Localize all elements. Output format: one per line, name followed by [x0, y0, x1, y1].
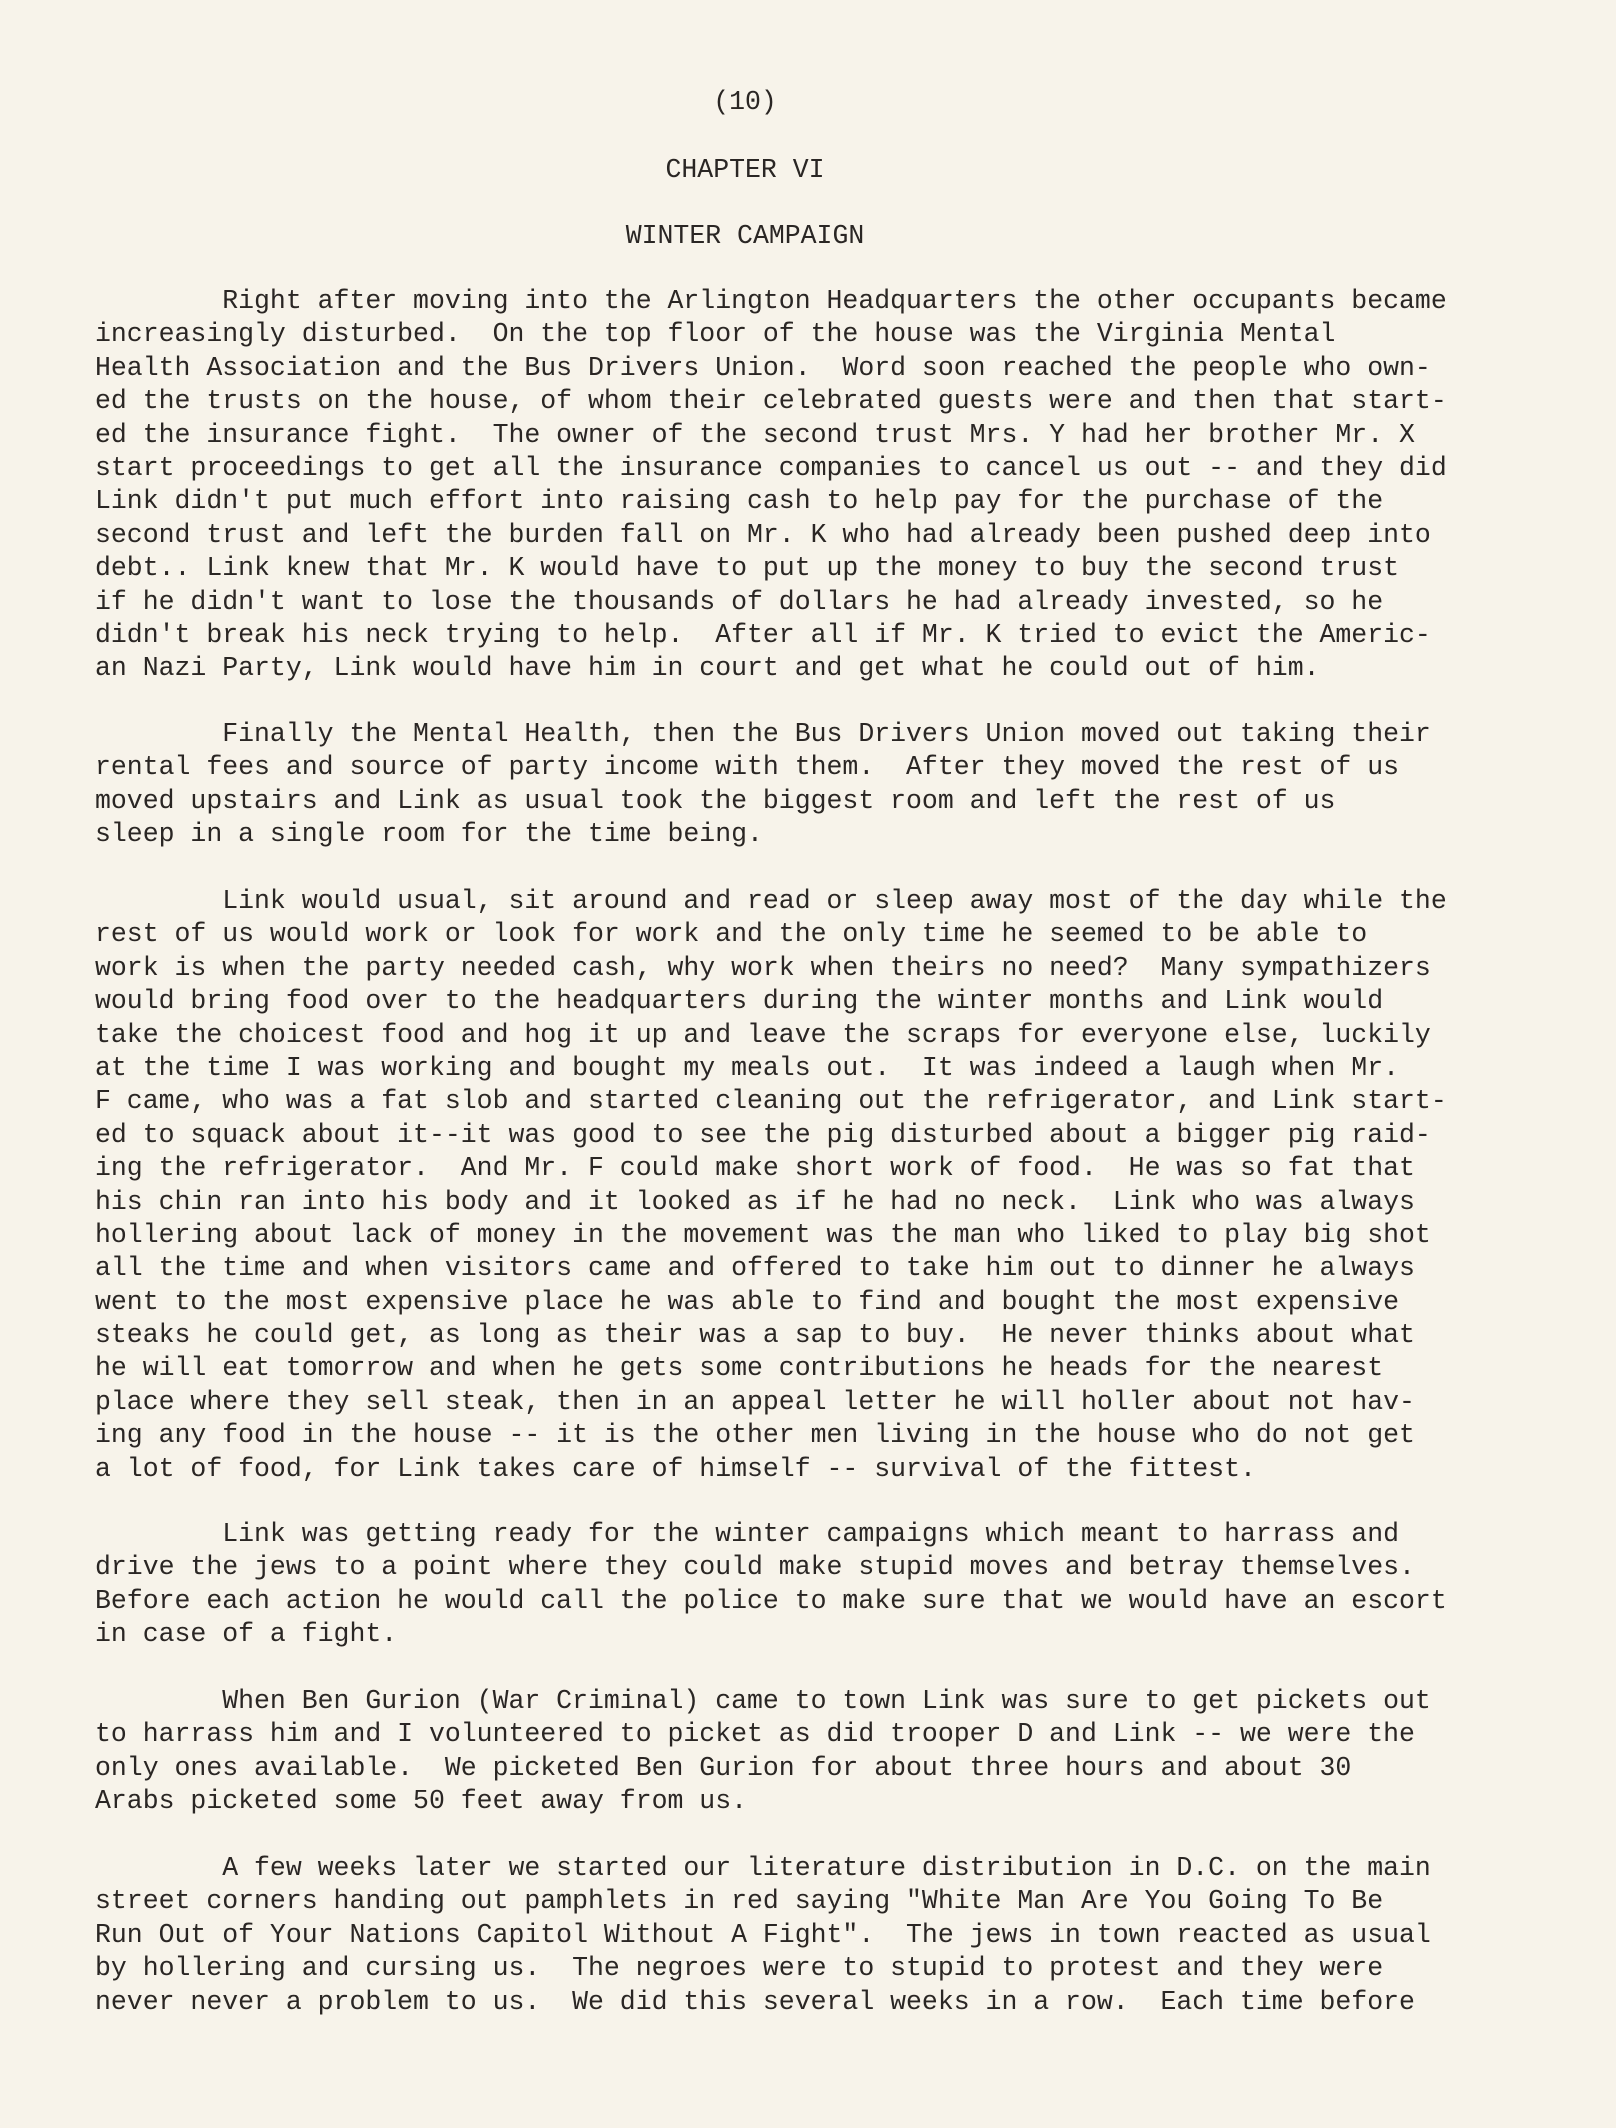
paragraph-daily-life — [95, 885, 1545, 1486]
text-line: at the time I was working and bought my meals out. It was indeed a laugh when Mr. — [95, 1052, 1400, 1083]
text-line: if he didn't want to lose the thousands of dollars he had already invested, so he — [95, 586, 1384, 617]
text-line: start proceedings to get all the insurance companies to cancel us out -- and they did — [95, 452, 1447, 483]
text-line: he will eat tomorrow and when he gets some contributions he heads for the nearest — [95, 1353, 1384, 1384]
text-line: ing any food in the house -- it is the other men living in the house who do not get — [95, 1420, 1415, 1451]
text-line: Health Association and the Bus Drivers Union. Word soon reached the people who own- — [95, 352, 1431, 383]
paragraph-picketing — [95, 1685, 1545, 1819]
text-line: went to the most expensive place he was able to find and bought the most expensive — [95, 1286, 1400, 1317]
text-line: an Nazi Party, Link would have him in court and get what he could out of him. — [95, 653, 1320, 684]
text-line: take the choicest food and hog it up and leave the scraps for everyone else, luckily — [95, 1019, 1431, 1050]
text-line: street corners handing out pamphlets in red saying "White Man Are You Going To Be — [95, 1886, 1384, 1917]
text-line: work is when the party needed cash, why work when theirs no need? Many sympathizers — [95, 952, 1431, 983]
text-line: debt.. Link knew that Mr. K would have to put up the money to buy the second trust — [95, 553, 1400, 584]
text-line: never never a problem to us. We did this several weeks in a row. Each time before — [95, 1986, 1415, 2017]
text-line: Link was getting ready for the winter campaigns which meant to harrass and — [95, 1519, 1400, 1549]
text-line: place where they sell steak, then in an appeal letter he will holler about not hav- — [95, 1386, 1415, 1417]
text-line: When Ben Gurion (War Criminal) came to town Link was sure to get pickets out — [95, 1686, 1431, 1716]
text-line: F came, who was a fat slob and started cleaning out the refrigerator, and Link start- — [95, 1086, 1447, 1117]
text-line: ed the trusts on the house, of whom their celebrated guests were and then that start- — [95, 386, 1447, 417]
page-number: (10) — [713, 87, 777, 117]
text-line: drive the jews to a point where they could make stupid moves and betray themselves. — [95, 1552, 1415, 1583]
text-line: rental fees and source of party income with them. After they moved the rest of us — [95, 752, 1400, 783]
text-line: Finally the Mental Health, then the Bus Drivers Union moved out taking their — [95, 719, 1431, 749]
text-line: Link would usual, sit around and read or sleep away most of the day while the — [95, 886, 1447, 916]
text-line: by hollering and cursing us. The negroes were to stupid to protest and they were — [95, 1953, 1384, 1984]
paragraph-winter-campaigns — [95, 1518, 1545, 1652]
text-line: moved upstairs and Link as usual took the biggest room and left the rest of us — [95, 785, 1336, 816]
text-line: Arabs picketed some 50 feet away from us. — [95, 1786, 748, 1817]
text-line: Run Out of Your Nations Capitol Without A Fight". The jews in town reacted as usual — [95, 1919, 1431, 1950]
text-line: to harrass him and I volunteered to picket as did trooper D and Link -- we were the — [95, 1719, 1415, 1750]
text-line: all the time and when visitors came and offered to take him out to dinner he always — [95, 1253, 1415, 1284]
text-line: sleep in a single room for the time being. — [95, 819, 763, 850]
paragraph-tenants-move-out — [95, 718, 1545, 852]
paragraph-literature-distribution — [95, 1852, 1545, 2019]
text-line: steaks he could get, as long as their was a sap to buy. He never thinks about what — [95, 1320, 1415, 1351]
text-line: Right after moving into the Arlington Headquarters the other occupants became — [95, 286, 1447, 316]
text-line: A few weeks later we started our literature distribution in D.C. on the main — [95, 1853, 1431, 1883]
text-line: rest of us would work or look for work and the only time he seemed to be able to — [95, 919, 1368, 950]
paragraph-insurance-fight — [95, 285, 1545, 686]
text-line: hollering about lack of money in the movement was the man who liked to play big shot — [95, 1219, 1431, 1250]
chapter-subtitle: WINTER CAMPAIGN — [625, 221, 865, 251]
text-line: Before each action he would call the police to make sure that we would have an escort — [95, 1585, 1447, 1616]
text-line: second trust and left the burden fall on Mr. K who had already been pushed deep into — [95, 519, 1431, 550]
text-line: ed to squack about it--it was good to see the pig disturbed about a bigger pig raid- — [95, 1119, 1431, 1150]
text-line: a lot of food, for Link takes care of himself -- survival of the fittest. — [95, 1453, 1256, 1484]
text-line: ed the insurance fight. The owner of the second trust Mrs. Y had her brother Mr. X — [95, 419, 1415, 450]
text-line: only ones available. We picketed Ben Gurion for about three hours and about 30 — [95, 1752, 1352, 1783]
text-line: in case of a fight. — [95, 1619, 398, 1650]
text-line: would bring food over to the headquarters during the winter months and Link would — [95, 986, 1384, 1017]
text-line: his chin ran into his body and it looked as if he had no neck. Link who was always — [95, 1186, 1415, 1217]
chapter-title: CHAPTER VI — [665, 155, 825, 185]
text-line: Link didn't put much effort into raising cash to help pay for the purchase of the — [95, 486, 1384, 517]
text-line: didn't break his neck trying to help. After all if Mr. K tried to evict the Americ- — [95, 619, 1431, 650]
text-line: ing the refrigerator. And Mr. F could make short work of food. He was so fat that — [95, 1153, 1415, 1184]
text-line: increasingly disturbed. On the top floor of the house was the Virginia Mental — [95, 319, 1336, 350]
